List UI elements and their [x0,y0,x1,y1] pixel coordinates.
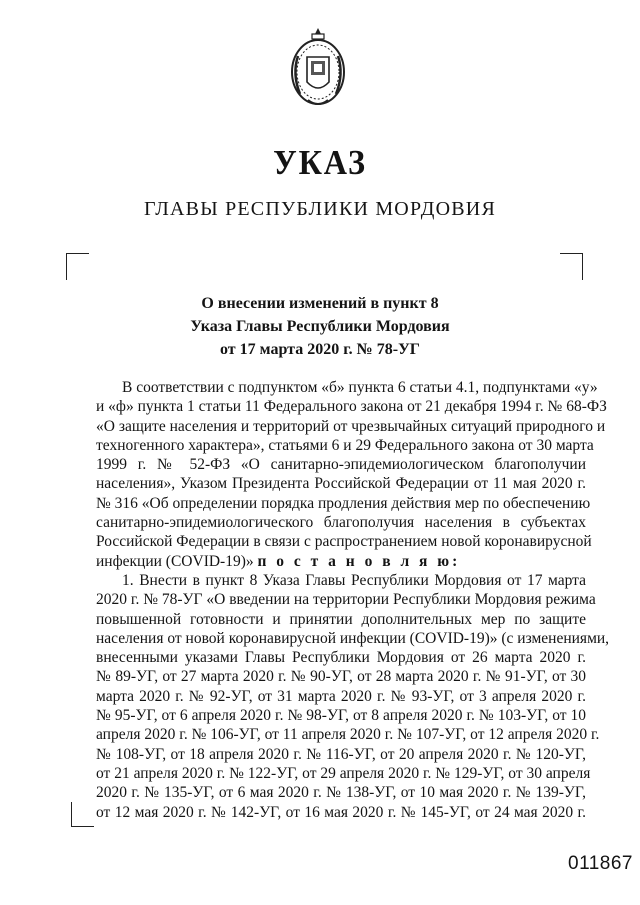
body-line: населения от новой коронавирусной инфекции (COVID-19)» (с изменениями, [96,629,610,647]
corner-mark-bottom-left [71,802,94,827]
body-line: В соответствии с подпунктом «б» пункта 6 статьи 4.1, подпунктами «у» [122,379,598,396]
corner-mark-top-right [560,253,583,280]
body-line: от 12 мая 2020 г. № 142-УГ, от 16 мая 2020 г. № 145-УГ, от 24 мая 2020 г. [96,803,586,821]
body-line: апреля 2020 г. № 106-УГ, от 11 апреля 2020 г. № 107-УГ, от 12 апреля 2020 г. [96,726,600,744]
body-line: 2020 г. № 78-УГ «О введении на территории Республики Мордовия режима [96,591,596,609]
body-line: техногенного характера», статьями 6 и 29 Федерального закона от 30 марта [96,436,594,454]
heading-line: Указа Главы Республики Мордовия [190,318,450,335]
body-line: № 316 «Об определении порядка продления действия мер по обеспечению [96,494,591,512]
heading-line: О внесении изменений в пункт 8 [201,295,439,312]
body-line: № 95-УГ, от 6 апреля 2020 г. № 98-УГ, от 8 апреля 2020 г. № 103-УГ, от 10 [96,707,586,725]
document-heading [90,292,550,361]
document-subtitle: ГЛАВЫ РЕСПУБЛИКИ МОРДОВИЯ [144,198,496,220]
body-line: от 21 апреля 2020 г. № 122-УГ, от 29 апреля 2020 г. № 129-УГ, от 30 апреля [96,764,591,782]
body-line: населения», Указом Президента Российской Федерации от 11 мая 2020 г. [96,475,586,493]
decree-word: п о с т а н о в л я ю: [257,552,461,570]
body-line: 1999 г. № 52-ФЗ «О санитарно-эпидемиологическом благополучии [96,456,586,474]
body-line: и «ф» пункта 1 статьи 11 Федерального закона от 21 декабря 1994 г. № 68-ФЗ [96,398,607,416]
form-number: 011867 [568,853,633,874]
document-title: УКАЗ [273,143,367,182]
body-line: № 108-УГ, от 18 апреля 2020 г. № 116-УГ, от 20 апреля 2020 г. № 120-УГ, [96,745,586,763]
body-line: № 89-УГ, от 27 марта 2020 г. № 90-УГ, от 28 марта 2020 г. № 91-УГ, от 30 [96,668,586,686]
body-line [96,552,586,571]
preamble-ending: инфекции (COVID-19)» [96,552,254,570]
body-line: «О защите населения и территорий от чрезвычайных ситуаций природного и [96,417,606,435]
body-line: Российской Федерации в связи с распространением новой коронавирусной [96,533,592,551]
document-body [96,378,610,822]
body-line: повышенной готовности и принятии дополнительных мер по защите [96,610,586,628]
body-line: 1. Внести в пункт 8 Указа Главы Республики Мордовия от 17 марта [122,571,586,589]
body-line: 2020 г. № 135-УГ, от 6 мая 2020 г. № 138-УГ, от 10 мая 2020 г. № 139-УГ, [96,784,586,802]
body-line: санитарно-эпидемиологического благополучия населения в субъектах [96,514,586,532]
body-line: марта 2020 г. № 92-УГ, от 31 марта 2020 г. № 93-УГ, от 3 апреля 2020 г. [96,687,586,705]
coat-of-arms-icon [288,24,348,112]
body-line: внесенными указами Главы Республики Мордовия от 26 марта 2020 г. [96,649,586,667]
corner-mark-top-left [66,253,89,280]
heading-line: от 17 марта 2020 г. № 78-УГ [220,341,420,358]
